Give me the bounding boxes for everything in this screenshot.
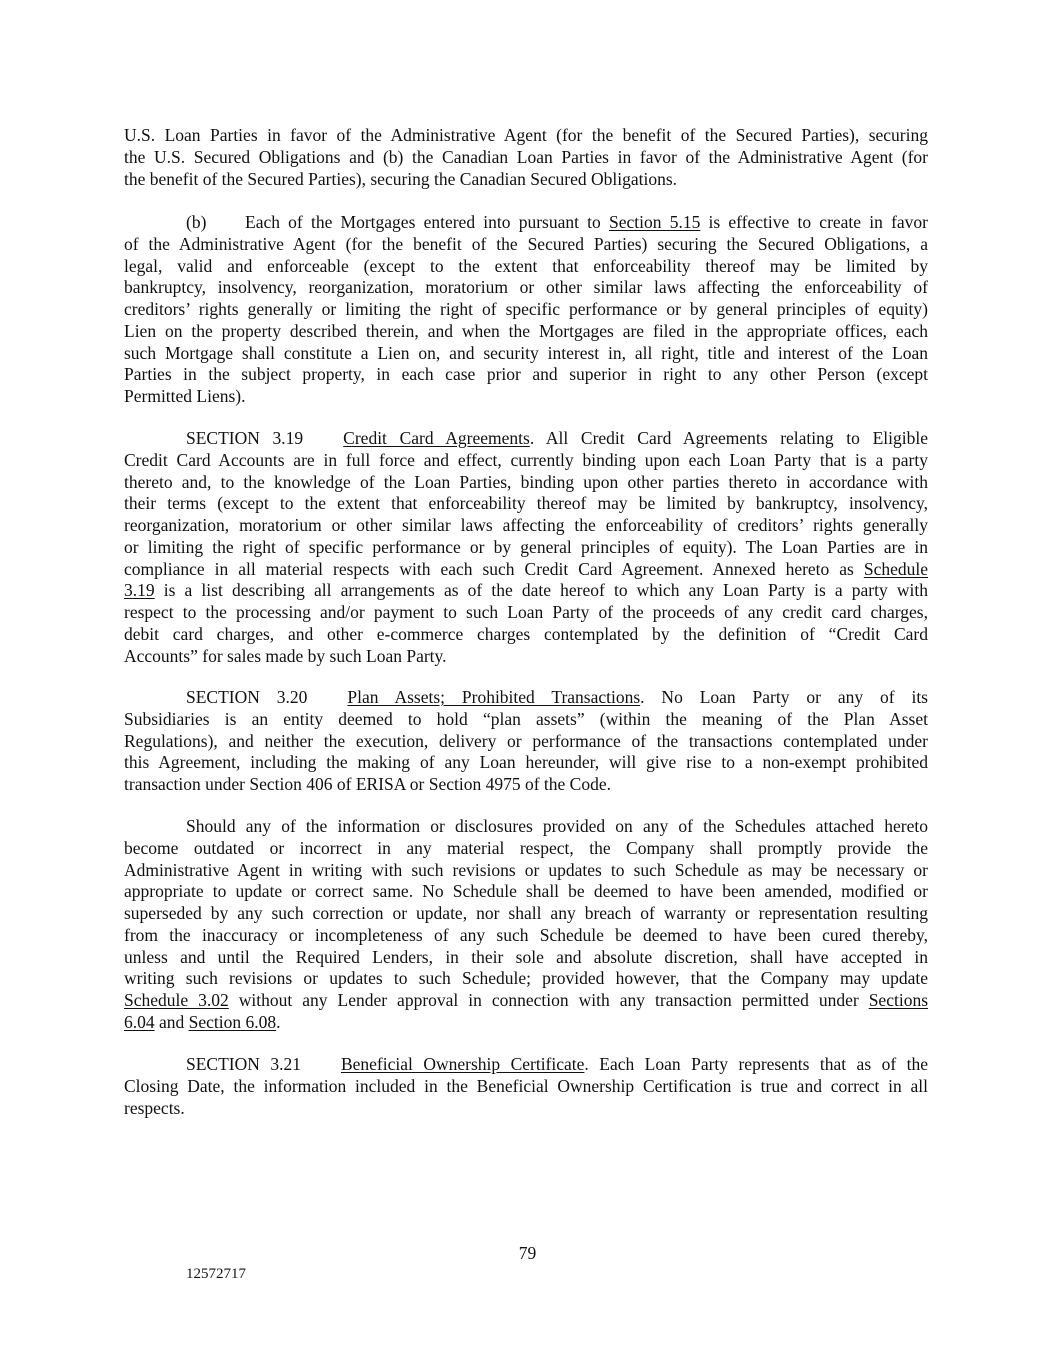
text-line: Schedule 3.02 without any Lender approval in connection with any transaction permitted under Sections xyxy=(124,990,929,1010)
text-line: SECTION 3.21 Beneficial Ownership Certificate. Each Loan Party represents that as of the xyxy=(186,1054,928,1074)
text-line: become outdated or incorrect in any material respect, the Company shall promptly provide the xyxy=(124,837,928,858)
text-line: transaction under Section 406 of ERISA or Section 4975 of the Code. xyxy=(124,774,612,794)
text-line: Credit Card Accounts are in full force and effect, currently binding upon each Loan Party that is a party xyxy=(124,449,928,470)
text-line: or limiting the right of specific performance or by general principles of equity). The Loan Parties are in xyxy=(124,536,928,557)
text-line: 6.04 and Section 6.08. xyxy=(124,1011,281,1032)
text-line: the U.S. Secured Obligations and (b) the Canadian Loan Parties in favor of the Administrative Agent (for xyxy=(124,146,928,167)
schedule-3-02-link[interactable]: Schedule 3.02 xyxy=(124,990,229,1010)
section-5-15-link[interactable]: Section 5.15 xyxy=(609,212,701,232)
section-heading: Plan Assets; Prohibited Transactions xyxy=(347,687,641,707)
text-line: thereto and, to the knowledge of the Loan Parties, binding upon other parties thereto in accordance with xyxy=(124,471,928,492)
section-number: SECTION 3.19 xyxy=(186,428,304,448)
text-line: Subsidiaries is an entity deemed to hold “plan assets” (within the meaning of the Plan Asset xyxy=(124,708,928,729)
text-line: Regulations), and neither the execution, delivery or performance of the transactions contemplated under xyxy=(124,730,928,751)
text-line: respect to the processing and/or payment to such Loan Party of the proceeds of any credit card charges, xyxy=(124,602,928,622)
text-line: such Mortgage shall constitute a Lien on, and security interest in, all right, title and interest of the Loan xyxy=(124,342,928,363)
text-line: from the inaccuracy or incompleteness of any such Schedule be deemed to have been cured thereby, xyxy=(124,924,928,945)
text-line: Parties in the subject property, in each case prior and superior in right to any other Person (except xyxy=(124,364,928,385)
text-line: SECTION 3.20 Plan Assets; Prohibited Transactions. No Loan Party or any of its xyxy=(186,687,928,707)
text-line: the benefit of the Secured Parties), securing the Canadian Secured Obligations. xyxy=(124,168,678,189)
section-number: SECTION 3.21 xyxy=(186,1054,301,1074)
text-line: this Agreement, including the making of any Loan hereunder, will give rise to a non-exempt prohibited xyxy=(124,752,928,773)
text-line: writing such revisions or updates to such Schedule; provided however, that the Company may update xyxy=(124,968,928,989)
section-3-19 xyxy=(124,428,928,667)
text-line: SECTION 3.19 Credit Card Agreements. All Credit Card Agreements relating to Eligible xyxy=(186,428,928,448)
schedule-3-19-link[interactable]: 3.19 xyxy=(124,580,155,601)
text-line: superseded by any such correction or update, nor shall any breach of warranty or representation resulting xyxy=(124,903,928,923)
text-line: Accounts” for sales made by such Loan Party. xyxy=(124,645,447,666)
text-line: creditors’ rights generally or limiting the right of specific performance or by general principles of equity) xyxy=(124,299,928,319)
text-line: of the Administrative Agent (for the benefit of the Secured Parties) securing the Secured Obligations, a xyxy=(124,233,928,254)
text-line: legal, valid and enforceable (except to the extent that enforceability thereof may be limited by xyxy=(124,255,928,276)
text-line: unless and until the Required Lenders, in their sole and absolute discretion, shall have accepted in xyxy=(124,946,928,967)
text-line: Permitted Liens). xyxy=(124,386,246,406)
text-line: Lien on the property described therein, and when the Mortgages are filed in the appropriate offices, each xyxy=(124,320,928,341)
text-line: respects. xyxy=(124,1097,185,1118)
text-line: reorganization, moratorium or other similar laws affecting the enforceability of creditors’ rights generally xyxy=(124,515,928,535)
text-line: 3.19 is a list describing all arrangements as of the date hereof to which any Loan Party is a party with xyxy=(124,580,928,601)
sections-6-04-link[interactable]: 6.04 xyxy=(124,1011,155,1032)
text-line: Should any of the information or disclosures provided on any of the Schedules attached hereto xyxy=(186,816,928,836)
section-heading: Credit Card Agreements xyxy=(343,428,530,448)
paragraph-intro xyxy=(124,125,928,190)
section-heading: Beneficial Ownership Certificate xyxy=(340,1054,585,1074)
text-line: appropriate to update or correct same. No Schedule shall be deemed to have been amended, modified or xyxy=(124,881,928,902)
section-6-08-link[interactable]: Section 6.08 xyxy=(188,1011,277,1032)
schedule-3-19-link[interactable]: Schedule xyxy=(863,558,928,579)
text-line: (b) Each of the Mortgages entered into pursuant to Section 5.15 is effective to create in favor xyxy=(186,212,929,232)
text-line: Administrative Agent in writing with such revisions or updates to such Schedule as may be necessary or xyxy=(124,859,928,880)
section-3-20 xyxy=(124,687,928,796)
subsection-label: (b) xyxy=(186,212,207,232)
document-id: 12572717 xyxy=(186,1266,246,1282)
text-line: U.S. Loan Parties in favor of the Administrative Agent (for the benefit of the Secured Parties), securing xyxy=(124,125,928,145)
text-line: compliance in all material respects with each such Credit Card Agreement. Annexed hereto as Schedule xyxy=(124,558,928,579)
text-line: their terms (except to the extent that enforceability thereof may be limited by bankruptcy, insolvency, xyxy=(124,493,928,514)
text-line: bankruptcy, insolvency, reorganization, moratorium or other similar laws affecting the enforceability of xyxy=(124,277,928,298)
section-number: SECTION 3.20 xyxy=(186,687,308,707)
paragraph-schedules xyxy=(124,816,928,1034)
text-line: Closing Date, the information included in the Beneficial Ownership Certification is true and correct in all xyxy=(124,1075,928,1096)
paragraph-mortgages xyxy=(124,212,928,408)
section-3-21 xyxy=(124,1054,928,1119)
sections-6-04-link[interactable]: Sections xyxy=(868,990,929,1010)
text-line: debit card charges, and other e-commerce charges contemplated by the definition of “Credit Card xyxy=(124,623,928,644)
page-number: 79 xyxy=(518,1243,537,1263)
